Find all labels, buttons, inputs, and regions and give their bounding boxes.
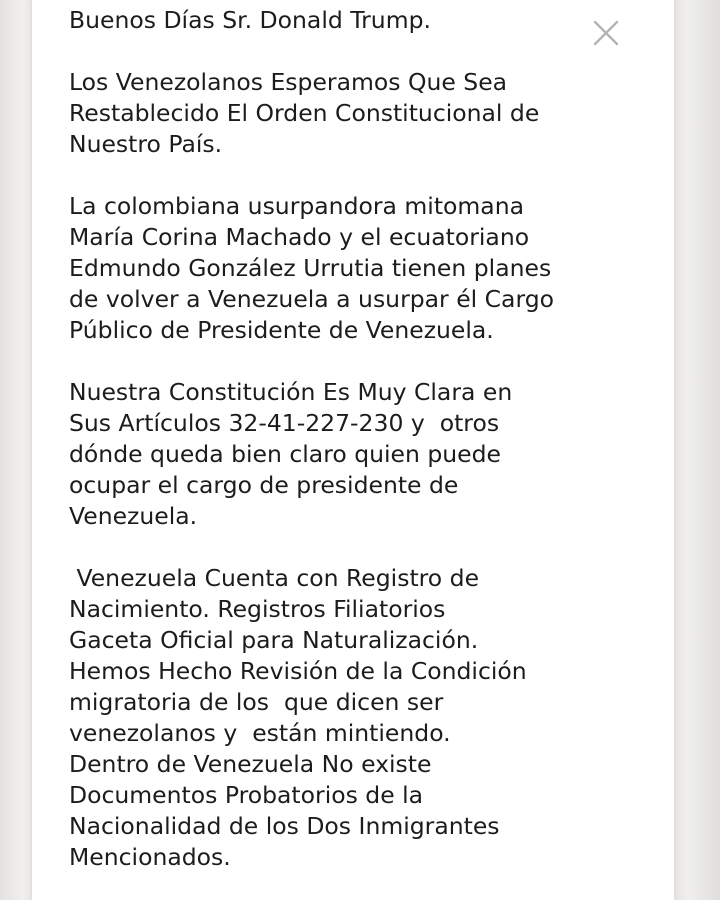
message-line: Dentro de Venezuela No existe: [69, 750, 432, 778]
message-panel[interactable]: [32, 0, 674, 900]
message-line: La colombiana usurpandora mitomana: [69, 192, 525, 220]
message-line: Documentos Probatorios de la: [69, 781, 424, 809]
background-left-edge: [0, 0, 32, 900]
paragraph-2: [69, 191, 629, 346]
message-line: Edmundo González Urrutia tienen planes: [69, 254, 552, 282]
message-line: migratoria de los que dicen ser: [69, 688, 444, 716]
message-line: Nuestra Constitución Es Muy Clara en: [69, 378, 513, 406]
message-line: Mencionados.: [69, 843, 231, 871]
paragraph-1: [69, 67, 629, 160]
message-line: Hemos Hecho Revisión de la Condición: [69, 657, 527, 685]
paragraph-3: [69, 377, 629, 532]
message-line: dónde queda bien claro quien puede: [69, 440, 502, 468]
paragraph-4: [69, 563, 629, 873]
message-line: Gaceta Oficial para Naturalización.: [69, 626, 479, 654]
message-line: Buenos Días Sr. Donald Trump.: [69, 6, 431, 34]
message-line: de volver a Venezuela a usurpar él Cargo: [69, 285, 554, 313]
message-line: Nuestro País.: [69, 130, 223, 158]
message-line: Nacimiento. Registros Filiatorios: [69, 595, 446, 623]
message-line: Venezuela Cuenta con Registro de: [69, 564, 480, 592]
message-line: Público de Presidente de Venezuela.: [69, 316, 494, 344]
message-line: Venezuela.: [69, 502, 198, 530]
message-line: venezolanos y están mintiendo.: [69, 719, 451, 747]
background-right-edge: [674, 0, 720, 900]
message-body: [69, 5, 629, 900]
greeting-paragraph: [69, 5, 629, 36]
message-line: María Corina Machado y el ecuatoriano: [69, 223, 530, 251]
message-line: Los Venezolanos Esperamos Que Sea: [69, 68, 508, 96]
message-line: ocupar el cargo de presidente de: [69, 471, 459, 499]
message-line: Restablecido El Orden Constitucional de: [69, 99, 540, 127]
message-line: Sus Artículos 32-41-227-230 y otros: [69, 409, 500, 437]
message-line: Nacionalidad de los Dos Inmigrantes: [69, 812, 500, 840]
